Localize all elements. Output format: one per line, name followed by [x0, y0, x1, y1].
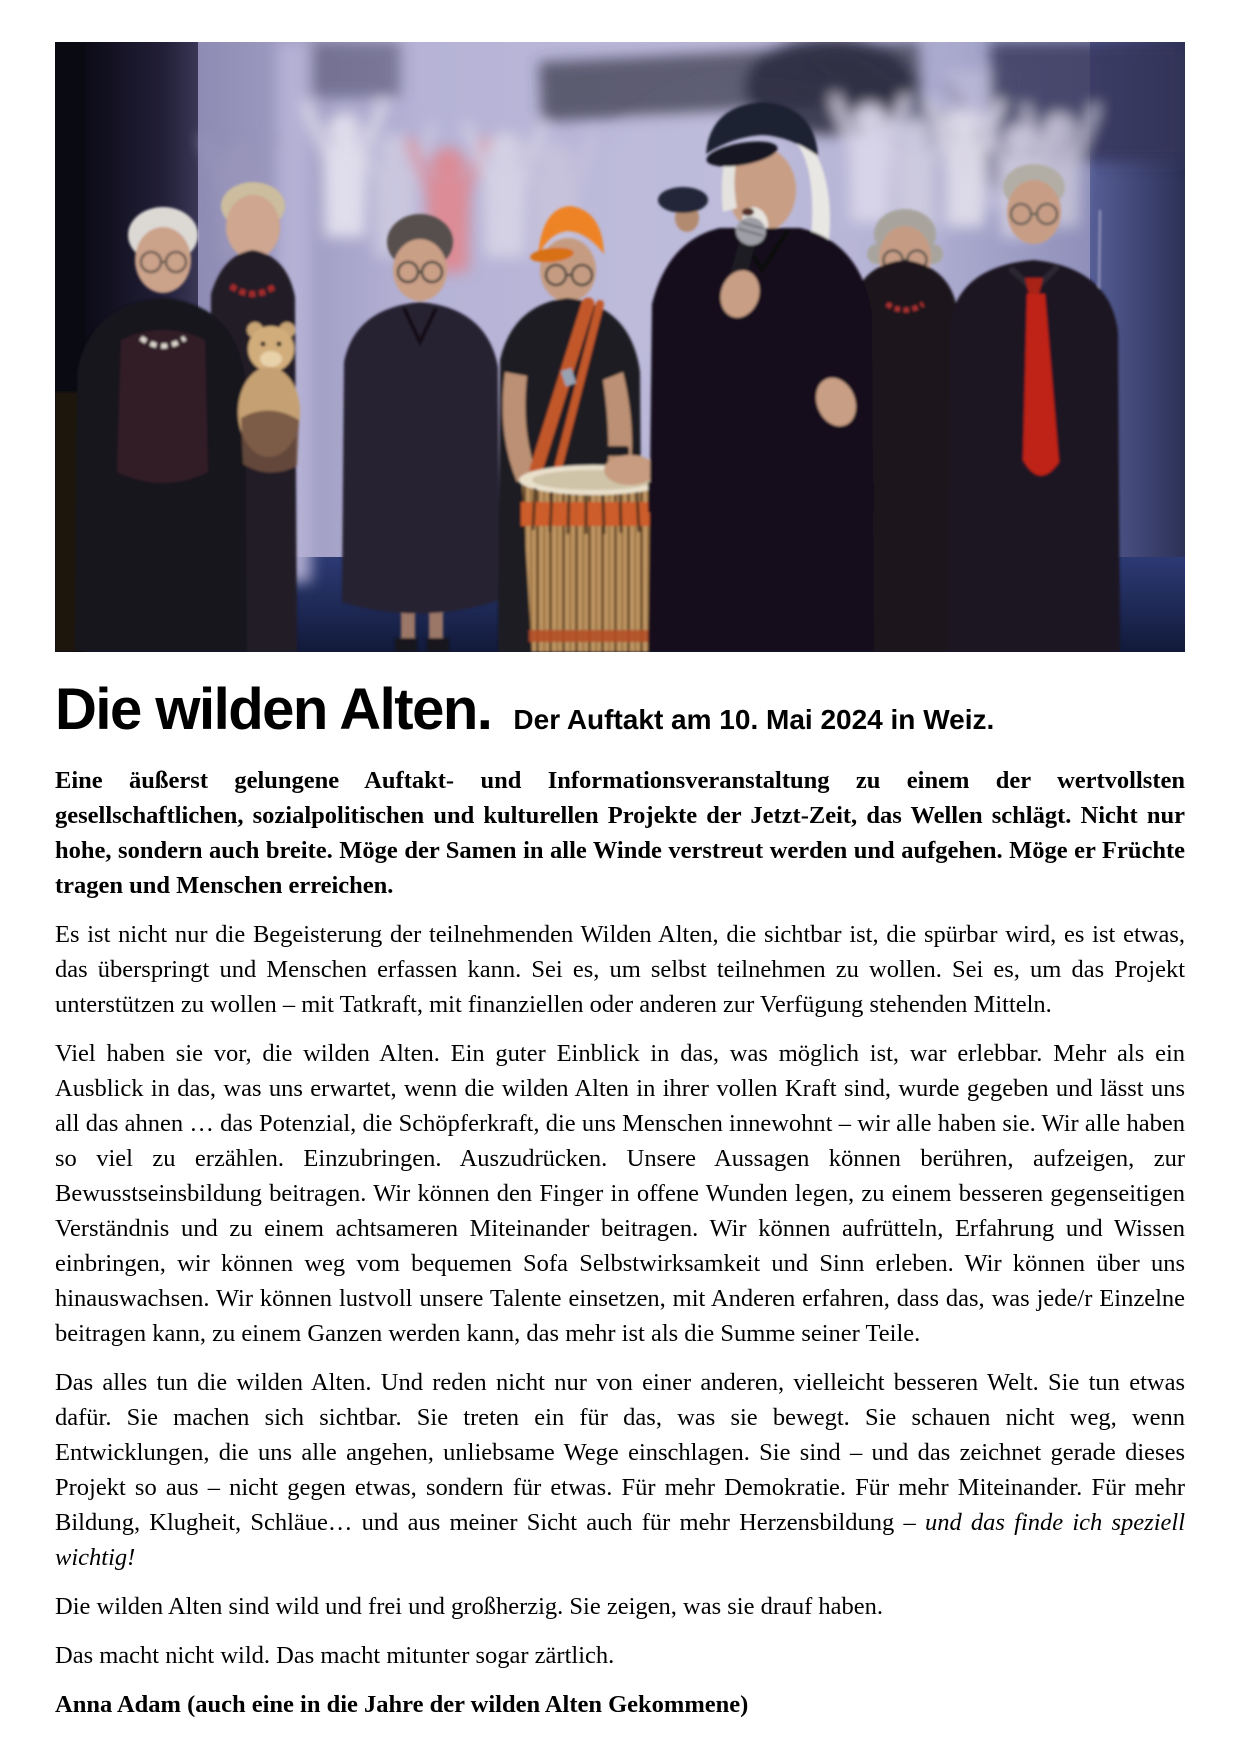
stage-photo-figure: [55, 42, 1185, 652]
wrist-watch: [605, 446, 629, 456]
paragraph-italic-tail: und das finde ich speziell wichtig!: [55, 1509, 1185, 1571]
paragraph-signature: Anna Adam (auch eine in die Jahre der wilden Alten Gekommene): [55, 1691, 749, 1718]
paragraph-das-alles-tun: [55, 1365, 1185, 1575]
headline: [55, 676, 1185, 743]
article-body: [55, 763, 1185, 1722]
paragraph-zaertlich: Das macht nicht wild. Das macht mitunter sogar zärtlich.: [55, 1642, 615, 1669]
page-content: [55, 42, 1185, 1736]
paragraph-intro: Eine äußerst gelungene Auftakt- und Informationsveranstaltung zu einem der wertvollsten gesellschaftlichen, sozialpolitischen und kulturellen Projekte der Jetzt-Zeit, das Wellen schlägt. Nicht nur hohe, sondern auch breite. Möge der Samen in alle Winde verstreut werden und aufgehen. Möge er Früchte tragen und Menschen erreichen.: [55, 767, 1185, 899]
stage-photo: [55, 42, 1185, 652]
hand-on-drum: [604, 455, 656, 485]
paragraph-viel-haben-sie-vor: Viel haben sie vor, die wilden Alten. Ein guter Einblick in das, was möglich ist, war erlebbar. Mehr als ein Ausblick in das, was uns erwartet, wenn die wilden Alten in ihrer vollen Kraft sind, wurde gegeben und lässt uns all das ahnen … das Potenzial, die Schöpferkraft, die uns Menschen innewohnt – wir alle haben sie. Wir alle haben so viel zu erzählen. Einzubringen. Auszudrücken. Unsere Aussagen können berühren, aufzeigen, zur Bewusstseinsbildung beitragen. Wir können den Finger in offene Wunden legen, zu einem besseren gegenseitigen Verständnis und zu einem achtsameren Miteinander beitragen. Wir können aufrütteln, Erfahrung und Wissen einbringen, wir können weg vom bequemen Sofa Selbstwirksamkeit und Sinn erleben. Wir können über uns hinauswachsen. Wir können lustvoll unsere Talente einsetzen, mit Anderen erfahren, dass das, was jede/r Einzelne beitragen kann, zu einem Ganzen werden kann, das mehr ist als die Summe seiner Teile.: [55, 1040, 1185, 1347]
paragraph-wild-und-frei: Die wilden Alten sind wild und frei und großherzig. Sie zeigen, was sie drauf haben.: [55, 1593, 884, 1620]
page-subtitle: Der Auftakt am 10. Mai 2024 in Weiz.: [513, 704, 995, 735]
paragraph-text: Das alles tun die wilden Alten. Und reden nicht nur von einer anderen, vielleicht besseren Welt. Sie tun etwas dafür. Sie machen sich sichtbar. Sie treten ein für das, was sie bewegt. Sie schauen nicht weg, wenn Entwicklungen, die uns alle angehen, unliebsame Wege einschlagen. Sie sind – und das zeichnet gerade dieses Projekt so aus – nicht gegen etwas, sondern für etwas. Für mehr Demokratie. Für mehr Miteinander. Für mehr Bildung, Klugheit, Schläue… und aus meiner Sicht auch für mehr Herzensbildung –: [55, 1369, 1185, 1536]
page-title: Die wilden Alten.: [55, 677, 492, 742]
drum: [519, 455, 669, 652]
paragraph-begeisterung: Es ist nicht nur die Begeisterung der teilnehmenden Wilden Alten, die sichtbar ist, die spürbar wird, es ist etwas, das überspringt und Menschen erfassen kann. Sei es, um selbst teilnehmen zu wollen. Sei es, um das Projekt unterstützen zu wollen – mit Tatkraft, mit finanziellen oder anderen zur Verfügung stehenden Mitteln.: [55, 921, 1185, 1018]
